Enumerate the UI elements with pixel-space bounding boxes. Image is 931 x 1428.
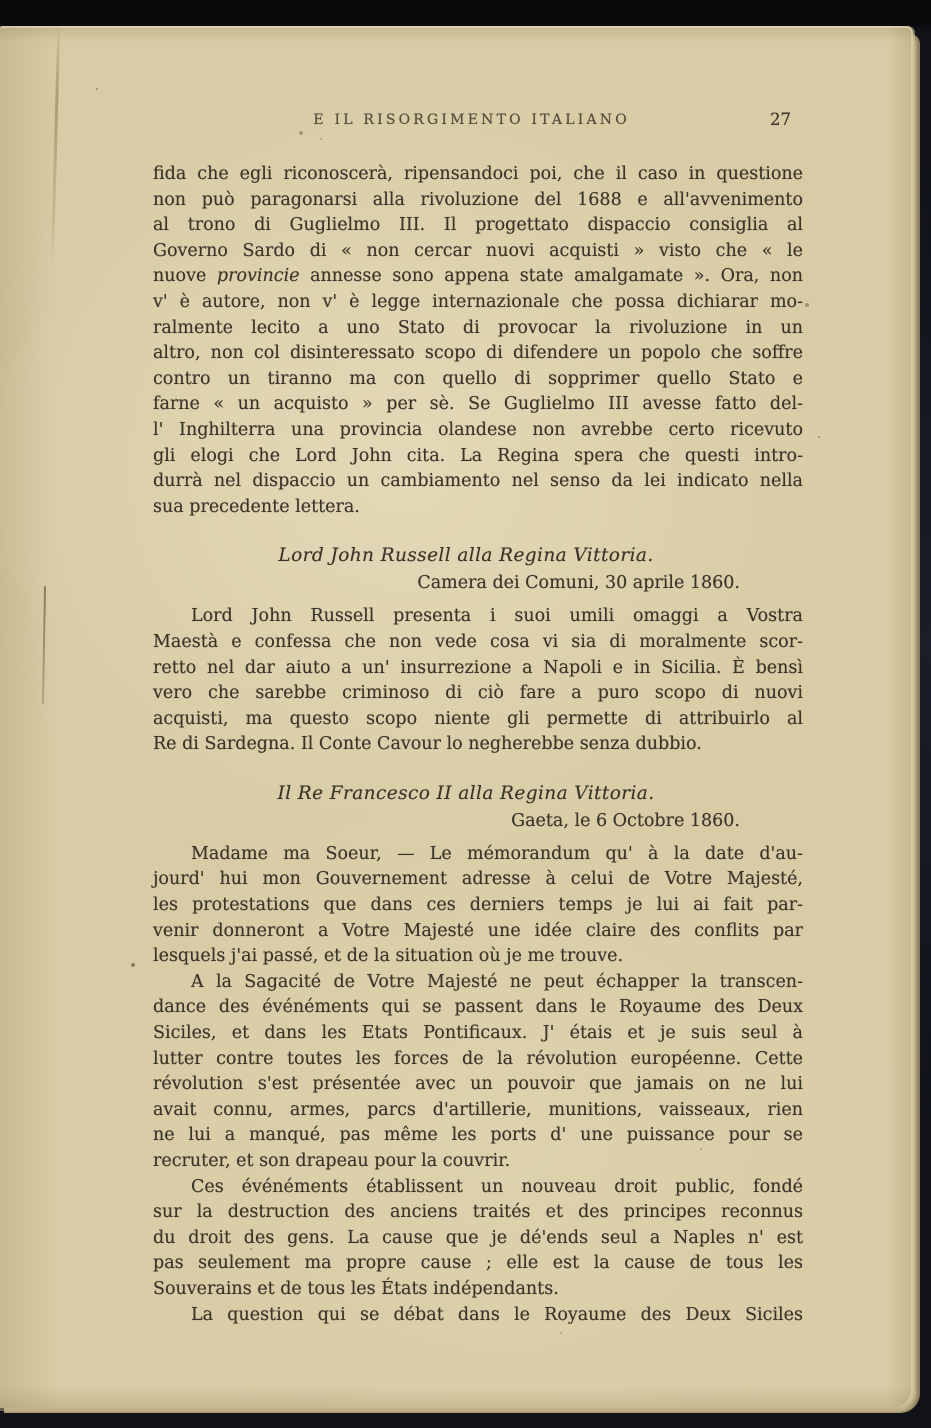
text-line	[153, 264, 803, 290]
text-line: retto nel dar aiuto a un' insurrezione a Napoli e in Sicilia. È bensì	[153, 657, 803, 678]
text-line: v' è autore, non v' è legge internazionale che possa dichiarar mo-	[153, 291, 803, 312]
paper-specks	[0, 26, 2, 28]
text-line: pas seulement ma propre cause ; elle est la cause de tous les	[153, 1253, 803, 1274]
text-line: ne lui a manqué, pas même les ports d' une puissance pour se	[153, 1125, 803, 1146]
text-line: sua precedente lettera.	[153, 496, 360, 517]
page-number: 27	[770, 110, 791, 129]
text-line: Souverains et de tous les États indépendants.	[153, 1278, 559, 1299]
text-segment: annesse sono appena state amalgamate ». Ora, non	[299, 266, 804, 287]
page-scratch	[42, 586, 46, 704]
paragraph	[153, 970, 803, 1175]
text-line: dance des événéments qui se passent dans le Royaume des Deux	[153, 997, 803, 1018]
text-line: Governo Sardo di « non cercar nuovi acquisti » visto che « le	[153, 240, 803, 261]
text-line: durrà nel dispaccio un cambiamento nel senso da lei indicato nella	[153, 471, 803, 492]
text-line: contro un tiranno ma con quello di sopprimer quello Stato e	[153, 368, 803, 389]
text-line: Madame ma Soeur, — Le mémorandum qu' à la date d'au-	[191, 843, 803, 864]
text-line: ralmente lecito a uno Stato di provocar la rivoluzione in un	[153, 317, 803, 338]
dateline: Camera dei Comuni, 30 aprile 1860.	[417, 573, 740, 594]
text-line: venir donneront a Votre Majesté une idée claire des conflits par	[153, 920, 803, 941]
text-line: Re di Sardegna. Il Conte Cavour lo negherebbe senza dubbio.	[153, 734, 702, 755]
text-line: acquisti, ma questo scopo niente gli permette di attribuirlo al	[153, 708, 803, 729]
dateline: Gaeta, le 6 Octobre 1860.	[511, 810, 740, 831]
text-blocks	[153, 162, 803, 1328]
page-crease	[51, 28, 61, 266]
text-line: La question qui se débat dans le Royaume des Deux Siciles	[191, 1304, 803, 1325]
text-line: du droit des gens. La cause que je dé'ends seul a Naples n' est	[153, 1227, 803, 1248]
page-content	[153, 112, 803, 1328]
text-line: A la Sagacité de Votre Majesté ne peut échapper la transcen-	[191, 971, 803, 992]
italic-word: provincie	[216, 266, 300, 287]
text-line: gli elogi che Lord John cita. La Regina spera che questi intro-	[153, 445, 803, 466]
text-line: lesquels j'ai passé, et de la situation où je me trouve.	[153, 946, 624, 967]
section-heading: Il Re Francesco II alla Regina Vittoria.	[277, 782, 655, 804]
book-page	[0, 26, 913, 1408]
text-line: non può paragonarsi alla rivoluzione del 1688 e all'avvenimento	[153, 189, 803, 210]
text-line: lutter contre toutes les forces de la révolution européenne. Cette	[153, 1048, 803, 1069]
paragraph	[153, 604, 803, 758]
text-line: révolution s'est présentée avec un pouvoir que jamais on ne lui	[153, 1074, 803, 1095]
text-line: fida che egli riconoscerà, ripensandoci poi, che il caso in questione	[153, 164, 803, 184]
text-line: al trono di Guglielmo III. Il progettato dispaccio consiglia al	[153, 215, 803, 236]
paragraph	[153, 1175, 803, 1303]
text-line: les protestations que dans ces derniers temps je lui ai fait par-	[153, 895, 803, 916]
text-line: recruter, et son drapeau pour la couvrir.	[153, 1151, 511, 1171]
text-line: Ces événéments établissent un nouveau droit public, fondé	[191, 1176, 803, 1197]
text-line: Lord John Russell presenta i suoi umili omaggi a Vostra	[191, 606, 803, 627]
text-line: altro, non col disinteressato scopo di difendere un popolo che soffre	[153, 343, 803, 364]
paragraph	[153, 842, 803, 970]
text-line: avait connu, armes, parcs d'artillerie, munitions, vaisseaux, rien	[153, 1099, 803, 1120]
running-header: E IL RISORGIMENTO ITALIANO	[313, 112, 630, 128]
section-heading: Lord John Russell alla Regina Vittoria.	[278, 545, 654, 567]
page-header	[153, 112, 803, 134]
text-line: Maestà e confessa che non vede cosa vi sia di moralmente scor-	[153, 631, 803, 652]
text-line: jourd' hui mon Gouvernement adresse à celui de Votre Majesté,	[153, 869, 803, 890]
text-line: Siciles, et dans les Etats Pontificaux. J' étais et je suis seul à	[153, 1023, 803, 1044]
text-line: vero che sarebbe criminoso di ciò fare a puro scopo di nuovi	[153, 683, 803, 704]
text-line: l' Inghilterra una provincia olandese non avrebbe certo ricevuto	[153, 419, 803, 440]
text-line: farne « un acquisto » per sè. Se Guglielmo III avesse fatto del-	[153, 394, 803, 415]
text-line: sur la destruction des anciens traités et des principes reconnus	[153, 1202, 803, 1223]
text-segment: nuove	[153, 266, 217, 287]
paragraph	[153, 1303, 803, 1329]
paragraph	[153, 162, 803, 520]
